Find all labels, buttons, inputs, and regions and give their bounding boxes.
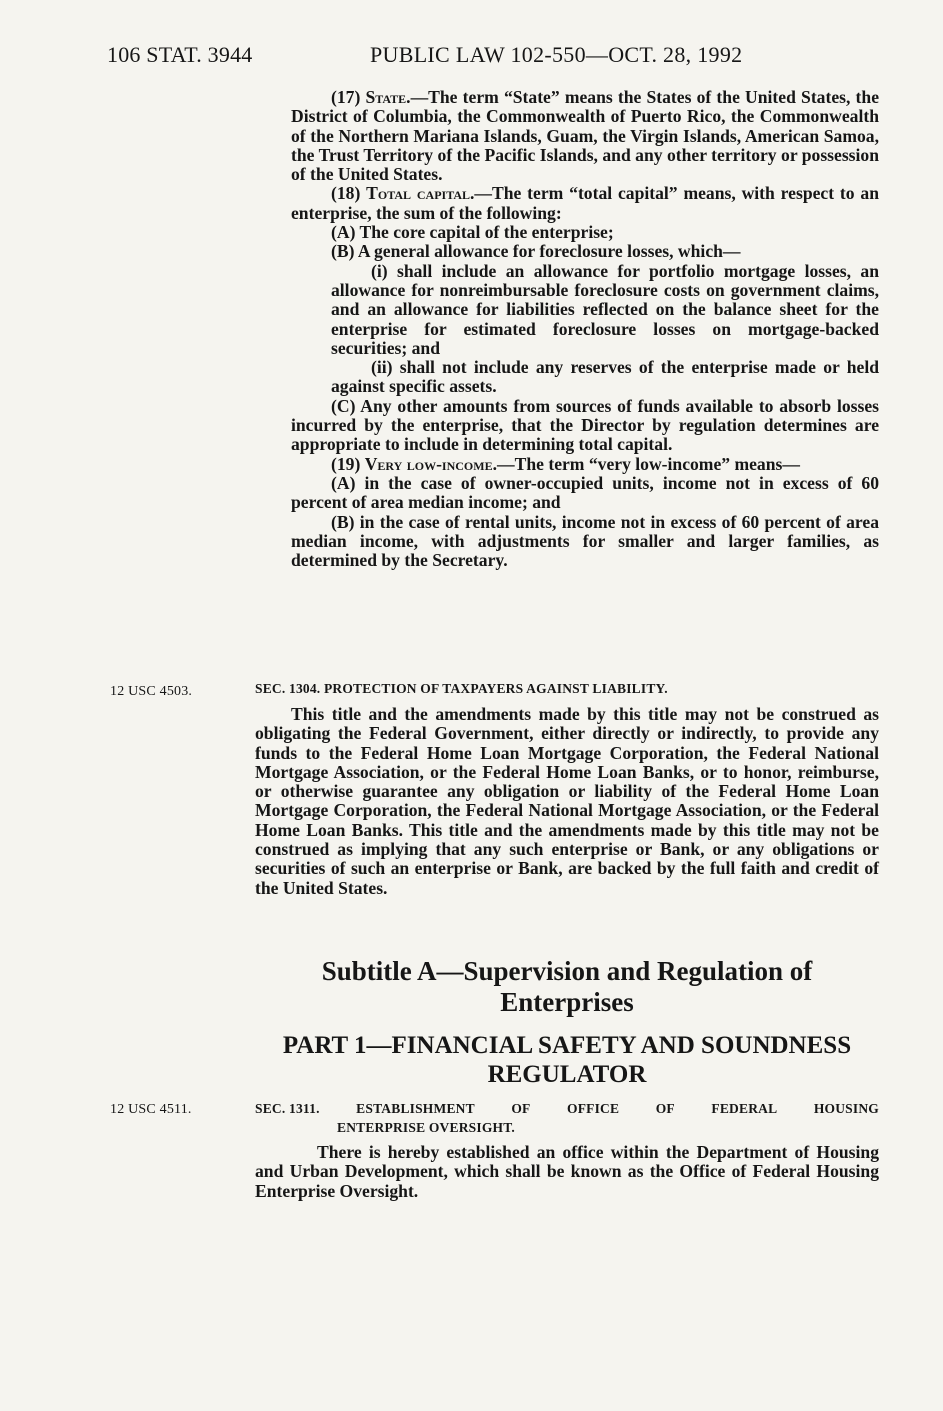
definition-18-b: (B) A general allowance for foreclosure losses, which— bbox=[331, 241, 741, 262]
definition-19-number: (19) bbox=[331, 453, 365, 474]
definition-18-b-i: (i) shall include an allowance for portfolio mortgage losses, an allowance for nonreimbursable foreclosure costs on government claims, and an allowance for liabilities reflected on the balance sheet for the enterprise for estimated foreclosure losses on mortgage-backed securities; and bbox=[331, 260, 879, 358]
definitions-block bbox=[255, 88, 879, 570]
heading-word: OF bbox=[511, 1101, 531, 1116]
section-1311-heading-line-2: ENTERPRISE OVERSIGHT. bbox=[337, 1120, 515, 1135]
definition-19 bbox=[255, 455, 879, 474]
heading-word: OFFICE bbox=[567, 1101, 620, 1116]
definition-19-b: (B) in the case of rental units, income not in excess of 60 percent of area median income, with adjustments for smaller and larger families, as determined by the Secretary. bbox=[291, 511, 879, 571]
part-line-1: PART 1—FINANCIAL SAFETY AND SOUNDNESS bbox=[282, 1032, 852, 1059]
definition-17-text: .—The term “State” means the States of the United States, the District of Columbia, the Commonwealth of Puerto Rico, the Commonwealth of the Northern Mariana Islands, Guam, the Virgin Islands, American Samoa, the Trust Territory of the Pacific Islands, and any other territory or possession of the United States. bbox=[291, 87, 880, 185]
margin-note-sec1304: 12 USC 4503. bbox=[110, 684, 193, 699]
definition-17 bbox=[255, 88, 879, 184]
subtitle-line-2: Enterprises bbox=[500, 987, 634, 1017]
definition-18-a: (A) The core capital of the enterprise; bbox=[331, 222, 614, 243]
heading-word: OF bbox=[655, 1101, 675, 1116]
definition-18-text: .—The term “total capital” means, with respect to an enterprise, the sum of the following: bbox=[291, 183, 880, 223]
definition-17-number: (17) bbox=[331, 87, 366, 107]
public-law-reference: PUBLIC LAW 102-550—OCT. 28, 1992 bbox=[370, 42, 743, 67]
section-1304-heading-text: SEC. 1304. PROTECTION OF TAXPAYERS AGAINST LIABILITY. bbox=[255, 681, 668, 696]
definition-18-term: Total capital bbox=[366, 183, 470, 204]
statute-reference: 106 STAT. 3944 bbox=[107, 42, 253, 67]
definition-19-text: .—The term “very low-income” means— bbox=[492, 453, 800, 474]
part-line-2: REGULATOR bbox=[487, 1061, 647, 1088]
definition-17-term: State bbox=[365, 87, 407, 107]
definition-19-a: (A) in the case of owner-occupied units, income not in excess of 60 percent of area median income; and bbox=[291, 472, 879, 513]
subtitle-line-1: Subtitle A—Supervision and Regulation of bbox=[321, 956, 813, 986]
definition-18-number: (18) bbox=[331, 183, 367, 204]
definition-18-c: (C) Any other amounts from sources of funds available to absorb losses incurred by the enterprise, that the Director by regulation determines are appropriate to include in determining total capital. bbox=[291, 395, 879, 455]
heading-word: SEC. 1311. bbox=[255, 1101, 320, 1116]
heading-word: ESTABLISHMENT bbox=[356, 1101, 475, 1116]
margin-note-sec1311: 12 USC 4511. bbox=[110, 1102, 192, 1117]
section-1304-heading bbox=[255, 681, 879, 697]
definition-18-b-ii: (ii) shall not include any reserves of the enterprise made or held against specific assets. bbox=[331, 357, 879, 397]
heading-word: HOUSING bbox=[813, 1101, 879, 1116]
section-1304-body: This title and the amendments made by this title may not be construed as obligating the Federal Government, either directly or indirectly, to provide any funds to the Federal Home Loan Mortgage Corporation, the Federal National Mortgage Association, or the Federal Home Loan Banks, or to honor, reimburse, or otherwise guarantee any obligation or liability of the Federal Home Loan Mortgage Corporation, the Federal National Mortgage Association, or the Federal Home Loan Banks. This title and the amendments made by this title may not be construed as implying that any such enterprise or Bank, or any obligations or securities of such an enterprise or Bank, are backed by the full faith and credit of the United States. bbox=[255, 704, 879, 898]
heading-word: FEDERAL bbox=[711, 1101, 778, 1116]
section-1311-heading bbox=[255, 1099, 879, 1137]
definition-18 bbox=[255, 184, 879, 223]
part-heading bbox=[255, 1031, 879, 1089]
subtitle-heading bbox=[255, 956, 879, 1018]
page-header bbox=[107, 42, 867, 72]
section-1311-body: There is hereby established an office within the Department of Housing and Urban Development, which shall be known as the Office of Federal Housing Enterprise Oversight. bbox=[255, 1142, 879, 1201]
section-1311-heading-line-1 bbox=[255, 1099, 879, 1118]
definition-19-term: Very low-income bbox=[364, 453, 493, 474]
